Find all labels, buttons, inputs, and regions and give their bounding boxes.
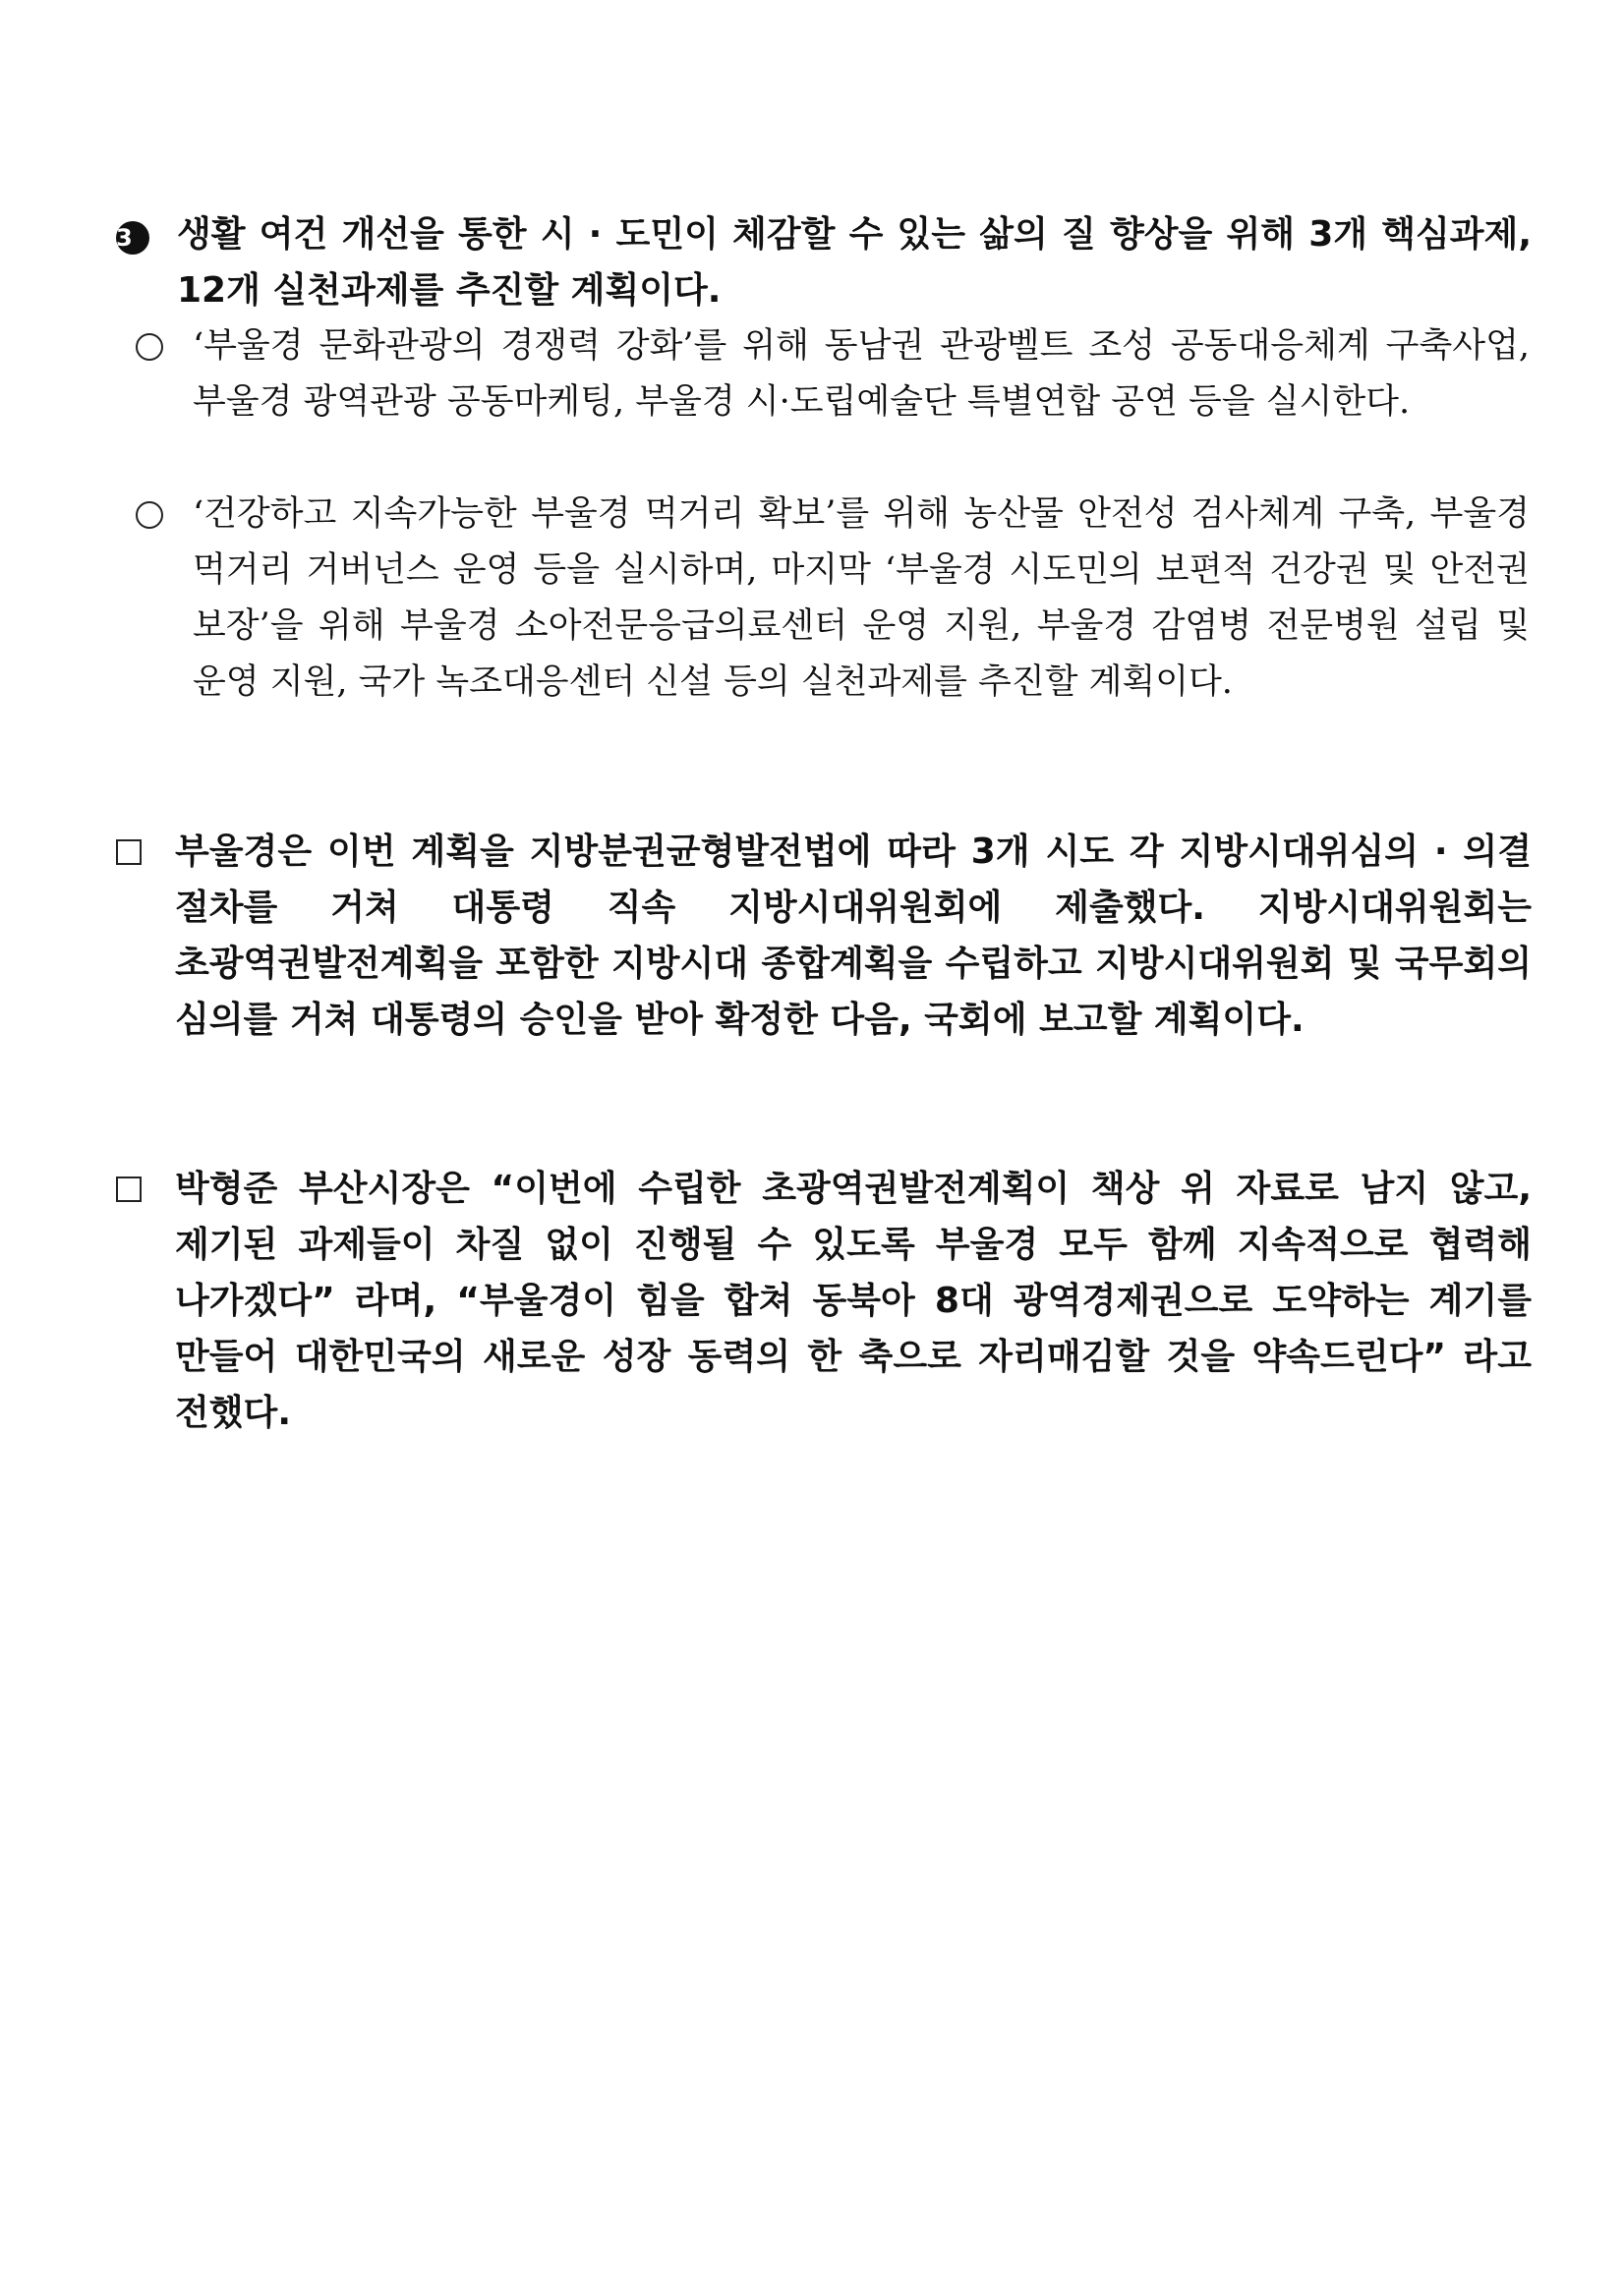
paragraph-text: 부울경은 이번 계획을 지방분권균형발전법에 따라 3개 시도 각 지방시대위심의 · 의결 절차를 거쳐 대통령 직속 지방시대위원회에 제출했다. 지방시대위원회는 초광역권발전계획을 포함한 지방시대 종합계획을 수립하고 지방시대위원회 및 국무회의 심의를 거쳐 대통령의 승인을 받아 확정한 다음, 국회에 보고할 계획이다.	[175, 832, 1532, 1040]
paragraph-marker	[116, 824, 175, 882]
square-bullet-icon	[116, 839, 142, 865]
paragraph-text: 박형준 부산시장은 “이번에 수립한 초광역권발전계획이 책상 위 자료로 남지 않고, 제기된 과제들이 차질 없이 진행될 수 있도록 부울경 모두 함께 지속적으로 협력해 나가겠다” 라며, “부울경이 힘을 합쳐 동북아 8대 광역경제권으로 도약하는 계기를 만들어 대한민국의 새로운 성장 동력의 한 축으로 자리매김할 것을 약속드린다” 라고 전했다.	[175, 1169, 1532, 1433]
bullet-item-food-health	[136, 487, 1530, 711]
section-3-text: 생활 여건 개선을 통한 시 · 도민이 체감할 수 있는 삶의 질 향상을 위해 3개 핵심과제, 12개 실천과제를 추진할 계획이다.	[177, 214, 1532, 311]
circle-bullet-icon	[136, 501, 163, 529]
circle-bullet-icon	[136, 333, 163, 361]
paragraph-marker	[116, 1161, 175, 1219]
number-marker	[116, 206, 177, 262]
bullet-text: ‘부울경 문화관광의 경쟁력 강화’를 위해 동남권 관광벨트 조성 공동대응체계 구축사업, 부울경 광역관광 공동마케팅, 부울경 시·도립예술단 특별연합 공연 등을 실시한다.	[193, 326, 1530, 422]
bullet-text: ‘건강하고 지속가능한 부울경 먹거리 확보’를 위해 농산물 안전성 검사체계 구축, 부울경 먹거리 거버넌스 운영 등을 실시하며, 마지막 ‘부울경 시도민의 보편적 건강권 및 안전권 보장’을 위해 부울경 소아전문응급의료센터 운영 지원, 부울경 감염병 전문병원 설립 및 운영 지원, 국가 녹조대응센터 신설 등의 실천과제를 추진할 계획이다.	[193, 494, 1530, 702]
paragraph-submission-plan	[116, 824, 1532, 1048]
bullet-marker	[136, 318, 193, 378]
paragraph-mayor-quote	[116, 1161, 1532, 1441]
circled-number-3-icon: 3	[116, 221, 149, 255]
square-bullet-icon	[116, 1177, 142, 1202]
section-3-heading	[116, 206, 1532, 318]
bullet-marker	[136, 487, 193, 546]
bullet-item-culture-tourism	[136, 318, 1530, 430]
